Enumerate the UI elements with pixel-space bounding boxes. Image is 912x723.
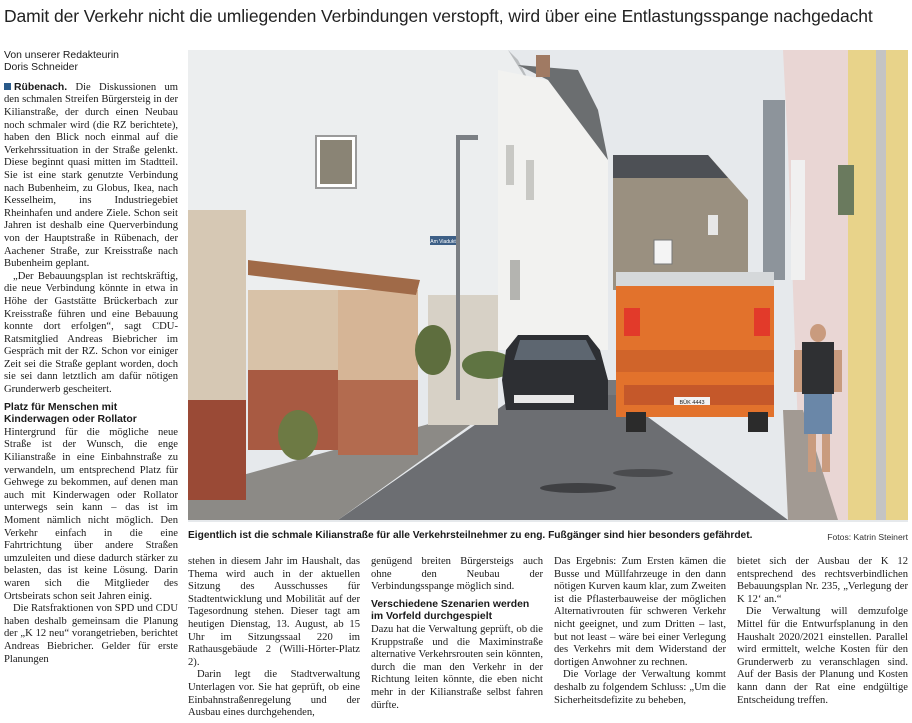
subheading: Verschiedene Szenarien werden im Vorfeld durchgespielt [371, 598, 530, 623]
paragraph: stehen in diesem Jahr im Haushalt, das Thema wird auch in der aktuellen Sitzung des Ausschusses für Stadtentwicklung und Mobilität auf der Tagesordnung stehen. Dieser tagt am heutigen Dienstag, 13. August, ab 15 Uhr im Sitzungssaal 220 im Rathausgebäude 2 (Willi-Hörter-Platz 2). [188, 556, 360, 668]
article-column-3 [371, 556, 543, 712]
paragraph: genügend breiten Bürgersteigs auch ohne den Neubau der Verbindungsspange möglich sind. [371, 556, 543, 593]
headline: Damit der Verkehr nicht die umliegenden Verbindungen verstopft, wird über eine Entlastungsspange nachgedacht [4, 6, 873, 26]
byline-author: Doris Schneider [4, 62, 78, 74]
byline-line1: Von unserer Redakteurin [4, 50, 119, 61]
paragraph: „Der Bebauungsplan ist rechtskräftig, die neue Verbindung könnte in etwa in Höhe der Gaststätte Brückerbach zur Kreisstraße führen und eine Bebauung konnte dort erfolgen“, sagt CDU-Ratsmitglied Andreas Biebricher im Gespräch mit der RZ. Schon vor einiger Zeit sei die Straße geplant worden, doch sie sei dann letztlich am dafür nötigen Grunderwerb gescheitert. [4, 270, 178, 396]
dateline: Rübenach. [14, 81, 68, 93]
article-column-4 [554, 556, 726, 707]
article-column-5 [737, 556, 908, 707]
article-photo [188, 50, 908, 522]
truck-plate-text: BÜK 4443 [679, 400, 705, 406]
paragraph: Das Ergebnis: Zum Ersten kämen die Busse und Müllfahrzeuge in den dann nötigen Kurven kaum klar, zum Zweiten ist die Pflasterbauweise der möglichen Alternativrouten für schweren Verkehr nicht geeignet, und zum Dritten – last, but not least – wäre bei einer Verlegung des Verkehrs mit dem Widerstand der dortigen Anwohner zu rechnen. [554, 556, 726, 668]
street-scene-illustration [188, 50, 908, 522]
photo-credit: Fotos: Katrin Steinert [827, 532, 908, 542]
paragraph: Darin legt die Stadtverwaltung Unterlagen vor. Sie hat geprüft, ob eine Einbahnstraßenregelung und der Ausbau eines durchgehenden, [188, 669, 360, 719]
paragraph-text: Die Diskussionen um den schmalen Streifen Bürgersteig in der Kilianstraße, der durch einen Neubau noch schmaler wird (die RZ berichtete), haben den Blick noch einmal auf die Verkehrssituation in der Straße gelenkt. Diese beginnt quasi mitten im Stadtteil. Sie ist eine stark genutzte Verbindung nach Bubenheim, zu Globus, Ikea, nach Kesselheim, ins Industriegebiet Rheinhafen und andere Ziele. Schon seit Jahren ist deshalb eine Querverbindung von der Hauptstraße in Rübenach, der Aachener Straße, zur Kreisstraße nach Bubenheim geplant. [4, 81, 178, 270]
article-column-1 [4, 50, 178, 666]
paragraph: Die Verwaltung will demzufolge Mittel für die Entwurfsplanung in den Haushalt 2020/2021 einstellen. Parallel wird ermittelt, welche Kosten für den Grunderwerb zu veranschlagen sind. Auf der Basis der Planung und Kosten kann dann der Rat eine endgültige Entscheidung treffen. [737, 606, 908, 706]
paragraph: Hintergrund für die mögliche neue Straße ist der Wunsch, die enge Kilianstraße in eine Einbahnstraße zu verwandeln, um entsprechend Platz für Gehwege zu bekommen, auf denen man auch mit Kinderwagen oder Rollator unterwegs sein kann – das ist im Moment nämlich nicht möglich. Den Verkehr einfach in die eine Fahrtrichtung über andere Straßen umzuleiten und diese dadurch stärker zu belasten, das ist keine Lösung. Darin waren sich die Mitglieder des Ortsbeirats schon seit Jahren einig. [4, 426, 178, 602]
photo-caption: Eigentlich ist die schmale Kilianstraße für alle Verkehrsteilnehmer zu eng. Fußgänger sind hier besonders gefährdet. [188, 530, 753, 541]
paragraph: Dazu hat die Verwaltung geprüft, ob die Kruppstraße und die Maximinstraße alternative Verkehrsrouten sein könnten, durch die man den Verkehr in der Richtung leiten könnte, die eben nicht mehr in der Kilianstraße selbst fahren dürfte. [371, 623, 543, 711]
lead-paragraph [4, 82, 178, 271]
section-marker-icon [4, 83, 11, 90]
article-column-2 [188, 556, 360, 720]
paragraph: Die Vorlage der Verwaltung kommt deshalb zu folgendem Schluss: „Um die Sicherheitsdefizite zu beheben, [554, 669, 726, 706]
paragraph: Die Ratsfraktionen von SPD und CDU haben deshalb gemeinsam die Planung der „K 12 neu“ vorangetrieben, berichtet Andreas Biebricher. Gelder für erste Planungen [4, 603, 178, 665]
street-sign-text: Am Viadukt [430, 239, 456, 245]
paragraph: bietet sich der Ausbau der K 12 entsprechend des rechtsverbindlichen Bebauungsplan Nr. 235, „Verlegung der K 12‘ an.“ [737, 556, 908, 605]
subheading: Platz für Menschen mit Kinderwagen oder Rollator [4, 401, 137, 426]
byline [4, 50, 178, 75]
